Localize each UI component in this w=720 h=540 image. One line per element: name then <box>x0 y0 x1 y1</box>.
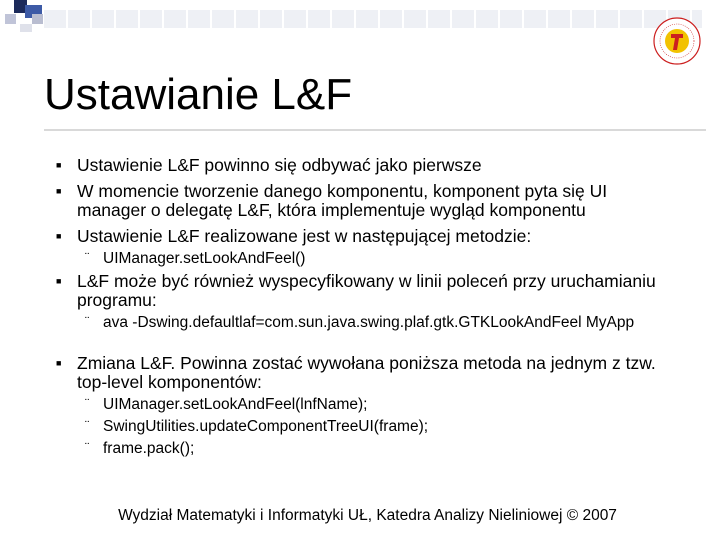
bullet-text: Zmiana L&F. Powinna zostać wywołana poniższa metoda na jednym z tzw. top-level komponentów: <box>77 353 656 392</box>
sub-bullet-glyph: ¨ <box>85 440 90 455</box>
sub-bullet-glyph: ¨ <box>85 314 90 329</box>
sub-bullet-glyph: ¨ <box>85 418 90 433</box>
bullet-glyph: ■ <box>56 358 62 368</box>
bullet-glyph: ■ <box>56 186 62 196</box>
bullet-glyph: ■ <box>56 160 62 170</box>
slide-footer: Wydział Matematyki i Informatyki UŁ, Katedra Analizy Nieliniowej © 2007 <box>118 507 617 524</box>
bullet-text: L&F może być również wyspecyfikowany w linii poleceń przy uruchamianiu programu: <box>77 271 656 310</box>
sub-bullet-glyph: ¨ <box>85 396 90 411</box>
sub-bullet-text: SwingUtilities.updateComponentTreeUI(frame); <box>103 418 429 435</box>
sub-bullet-text: frame.pack(); <box>103 440 195 457</box>
bullet-text: Ustawienie L&F realizowane jest w następującej metodzie: <box>77 226 532 246</box>
bullet-glyph: ■ <box>56 276 62 286</box>
sub-bullet-text: ava -Dswing.defaultlaf=com.sun.java.swing.plaf.gtk.GTKLookAndFeel MyApp <box>103 314 635 331</box>
bullet-text: Ustawienie L&F powinno się odbywać jako pierwsze <box>77 155 482 175</box>
bullet-text: W momencie tworzenie danego komponentu, komponent pyta się UI manager o delegatę L&F, która implementuje wygląd komponentu <box>77 181 608 220</box>
sub-bullet-text: UIManager.setLookAndFeel(lnfName); <box>103 396 368 413</box>
bullet-glyph: ■ <box>56 231 62 241</box>
sub-bullet-glyph: ¨ <box>85 250 90 265</box>
slide-title: Ustawianie L&F <box>44 70 353 119</box>
sub-bullet-text: UIManager.setLookAndFeel() <box>103 250 306 267</box>
